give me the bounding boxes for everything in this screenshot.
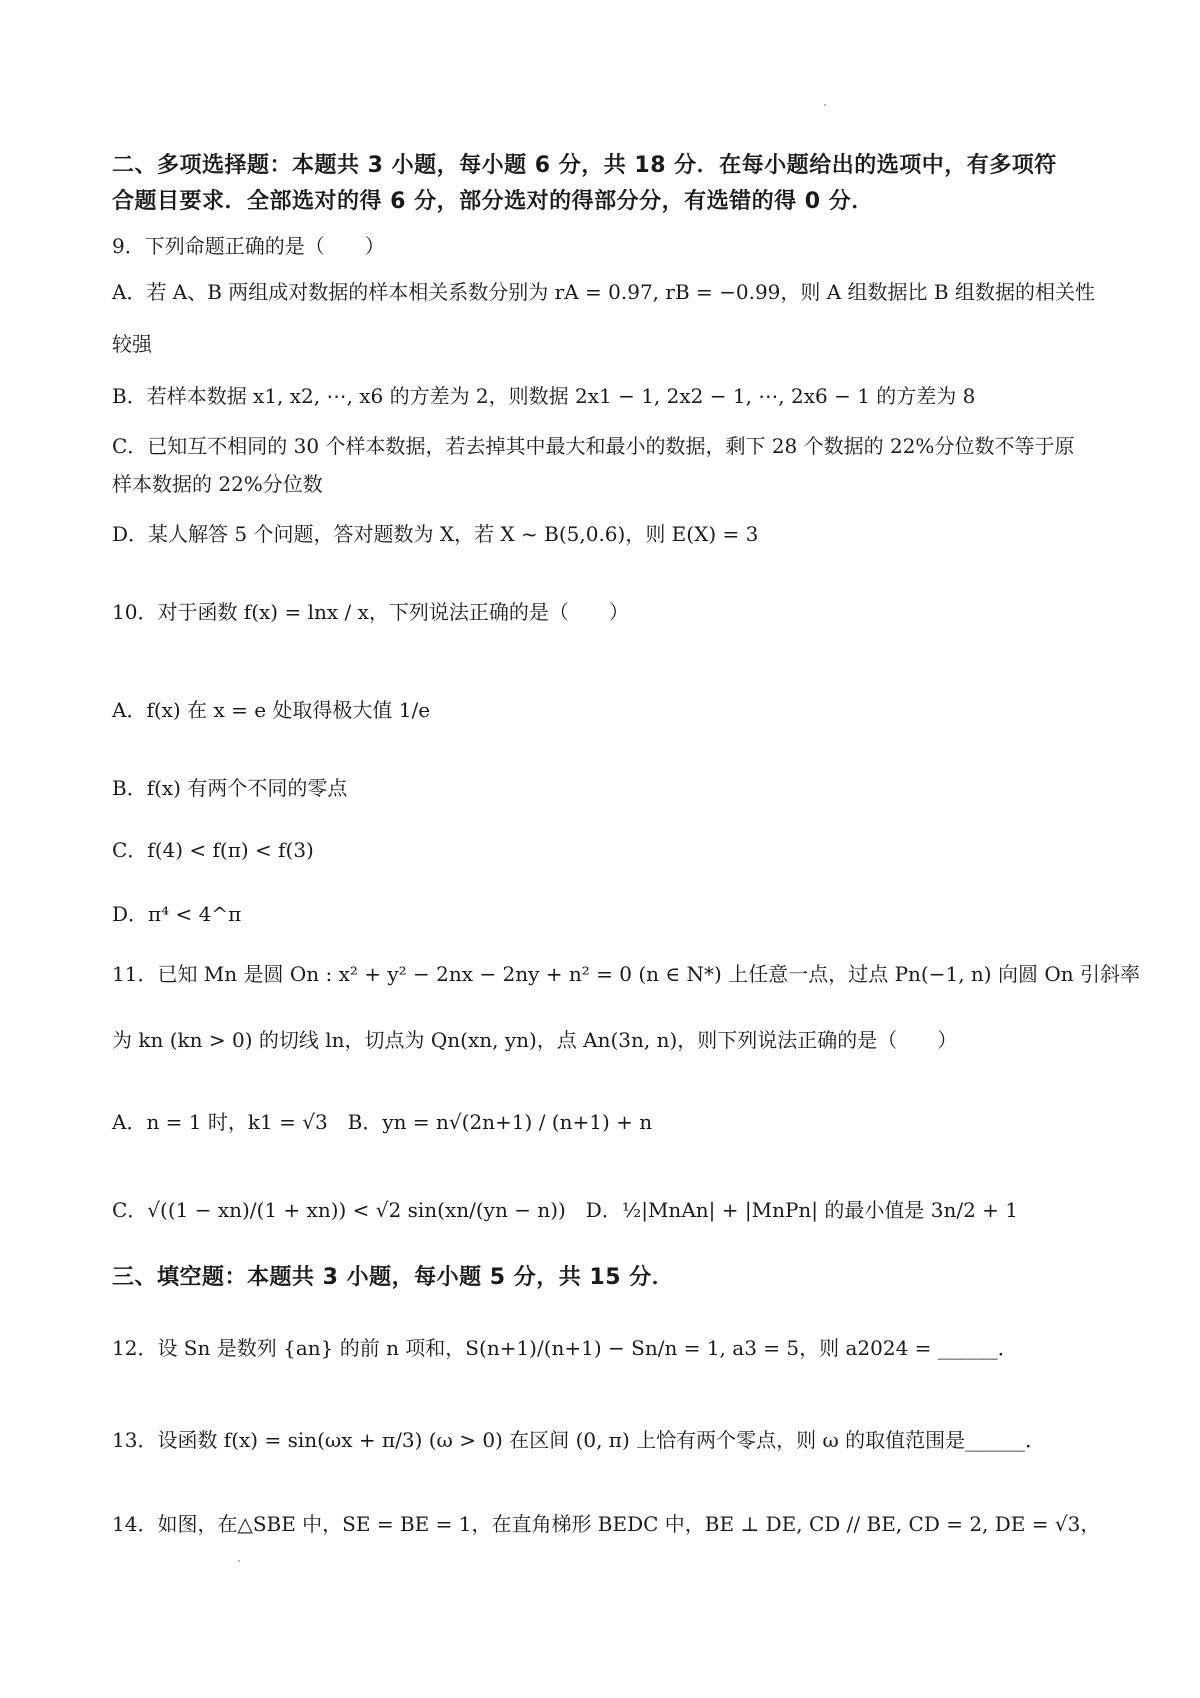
- q11-options-c-d: C．√((1 − xn)/(1 + xn)) < √2 sin(xn/(yn − n)) D．½|MnAn| + |MnPn| 的最小值是 3n/2 + 1: [112, 1198, 1019, 1222]
- q9-option-b: B．若样本数据 x1, x2, ⋯, x6 的方差为 2，则数据 2x1 − 1, 2x2 − 1, ⋯, 2x6 − 1 的方差为 8: [112, 384, 976, 408]
- q9-option-a-line2: 较强: [112, 332, 152, 356]
- q10-option-b: B．f(x) 有两个不同的零点: [112, 776, 348, 800]
- scan-speck: [824, 104, 826, 106]
- q10-option-c: C．f(4) < f(π) < f(3): [112, 838, 314, 862]
- q10-stem: 10．对于函数 f(x) = lnx / x，下列说法正确的是（ ）: [112, 600, 629, 624]
- q9-option-c-line1: C．已知互不相同的 30 个样本数据，若去掉其中最大和最小的数据，剩下 28 个数据的 22%分位数不等于原: [112, 434, 1075, 458]
- q11-options-a-b: A．n = 1 时，k1 = √3 B．yn = n√(2n+1) / (n+1) + n: [112, 1110, 653, 1134]
- q13-stem: 13．设函数 f(x) = sin(ωx + π/3) (ω > 0) 在区间 (0, π) 上恰有两个零点，则 ω 的取值范围是______．: [112, 1428, 1046, 1452]
- section2-header-line1: 二、多项选择题：本题共 3 小题，每小题 6 分，共 18 分．在每小题给出的选项中，有多项符: [112, 153, 1057, 178]
- q10-option-a: A．f(x) 在 x = e 处取得极大值 1/e: [112, 698, 431, 722]
- q9-stem: 9．下列命题正确的是（ ）: [112, 234, 385, 258]
- scan-speck: [238, 1560, 240, 1562]
- q9-option-c-line2: 样本数据的 22%分位数: [112, 472, 323, 496]
- section3-header: 三、填空题：本题共 3 小题，每小题 5 分，共 15 分．: [112, 1265, 675, 1290]
- q9-option-a-line1: A．若 A、B 两组成对数据的样本相关系数分别为 rA = 0.97, rB = −0.99，则 A 组数据比 B 组数据的相关性: [112, 280, 1095, 304]
- q14-stem: 14．如图，在△SBE 中，SE = BE = 1，在直角梯形 BEDC 中，BE ⊥ DE, CD // BE, CD = 2, DE = √3，: [112, 1512, 1101, 1536]
- section2-header-line2: 合题目要求．全部选对的得 6 分，部分选对的得部分分，有选错的得 0 分．: [112, 189, 874, 214]
- q10-option-d: D．π⁴ < 4^π: [112, 902, 242, 926]
- q11-stem-line2: 为 kn (kn > 0) 的切线 ln，切点为 Qn(xn, yn)，点 An(3n, n)，则下列说法正确的是（ ）: [112, 1028, 958, 1052]
- q11-stem-line1: 11．已知 Mn 是圆 On : x² + y² − 2nx − 2ny + n² = 0 (n ∈ N*) 上任意一点，过点 Pn(−1, n) 向圆 On 引斜率: [112, 962, 1140, 986]
- q12-stem: 12．设 Sn 是数列 {an} 的前 n 项和，S(n+1)/(n+1) − Sn/n = 1, a3 = 5，则 a2024 = ______．: [112, 1336, 1018, 1360]
- q9-option-d: D．某人解答 5 个问题，答对题数为 X，若 X ~ B(5,0.6)，则 E(X) = 3: [112, 522, 759, 546]
